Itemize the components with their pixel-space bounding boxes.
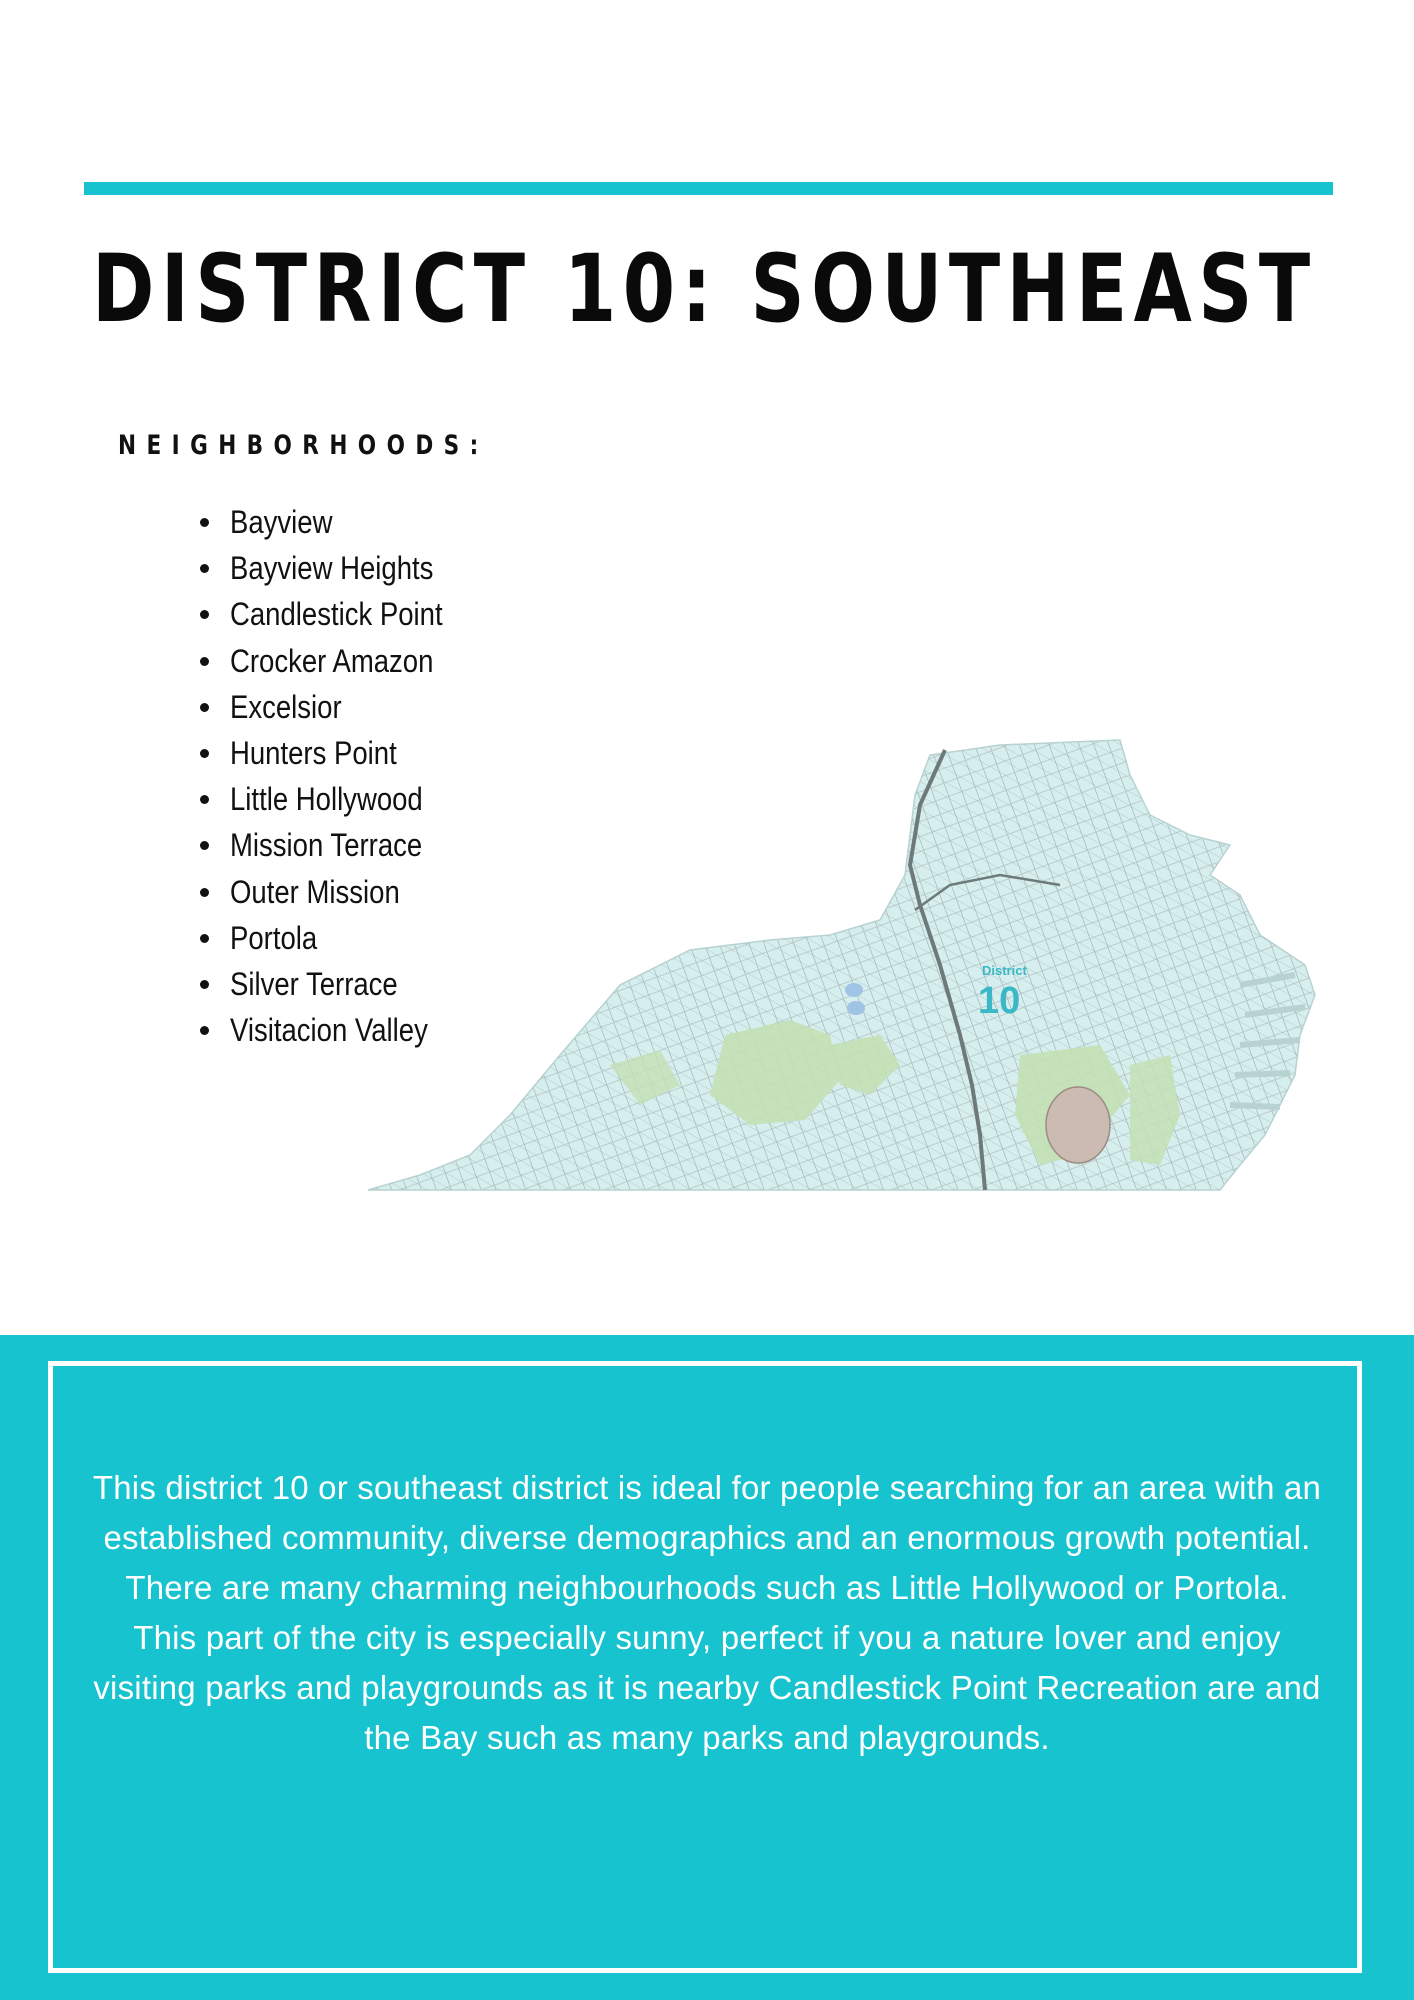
bullet-icon	[200, 518, 209, 527]
district-map	[360, 735, 1320, 1195]
list-item: Crocker Amazon	[190, 638, 477, 684]
list-item: Hunters Point	[190, 730, 477, 776]
stadium-area	[1046, 1087, 1110, 1163]
description-text: This district 10 or southeast district is ideal for people searching for an area with an established community, diverse demographics and an enormous growth potential. There are many charming neighbourhoods such as Little Hollywood or Portola. This part of the city is especially sunny, perfect if you a nature lover and enjoy visiting parks and playgrounds as it is nearby Candlestick Point Recreation are and the Bay such as many parks and playgrounds.	[92, 1469, 1322, 1756]
neighborhoods-heading: NEIGHBORHOODS:	[118, 430, 489, 461]
district-map-label: District	[982, 963, 1027, 978]
reservoir	[845, 983, 863, 997]
list-item: Bayview Heights	[190, 545, 477, 591]
bullet-icon	[200, 564, 209, 573]
list-item: Outer Mission	[190, 869, 477, 915]
bullet-icon	[200, 888, 209, 897]
top-accent-rule	[84, 182, 1333, 195]
page-title: DISTRICT 10: SOUTHEAST	[92, 235, 1317, 344]
bullet-icon	[200, 610, 209, 619]
list-item: Visitacion Valley	[190, 1007, 477, 1053]
list-item: Mission Terrace	[190, 822, 477, 868]
list-item: Silver Terrace	[190, 961, 477, 1007]
bullet-icon	[200, 980, 209, 989]
list-item: Portola	[190, 915, 477, 961]
list-item: Little Hollywood	[190, 776, 477, 822]
list-item: Excelsior	[190, 684, 477, 730]
bullet-icon	[200, 703, 209, 712]
bullet-icon	[200, 795, 209, 804]
bullet-icon	[200, 1026, 209, 1035]
reservoir	[847, 1001, 865, 1015]
district-map-number: 10	[978, 980, 1021, 1022]
list-item: Candlestick Point	[190, 591, 477, 637]
bullet-icon	[200, 657, 209, 666]
bullet-icon	[200, 934, 209, 943]
list-item: Bayview	[190, 499, 477, 545]
description-panel	[0, 1335, 1414, 2000]
bullet-icon	[200, 841, 209, 850]
bullet-icon	[200, 749, 209, 758]
